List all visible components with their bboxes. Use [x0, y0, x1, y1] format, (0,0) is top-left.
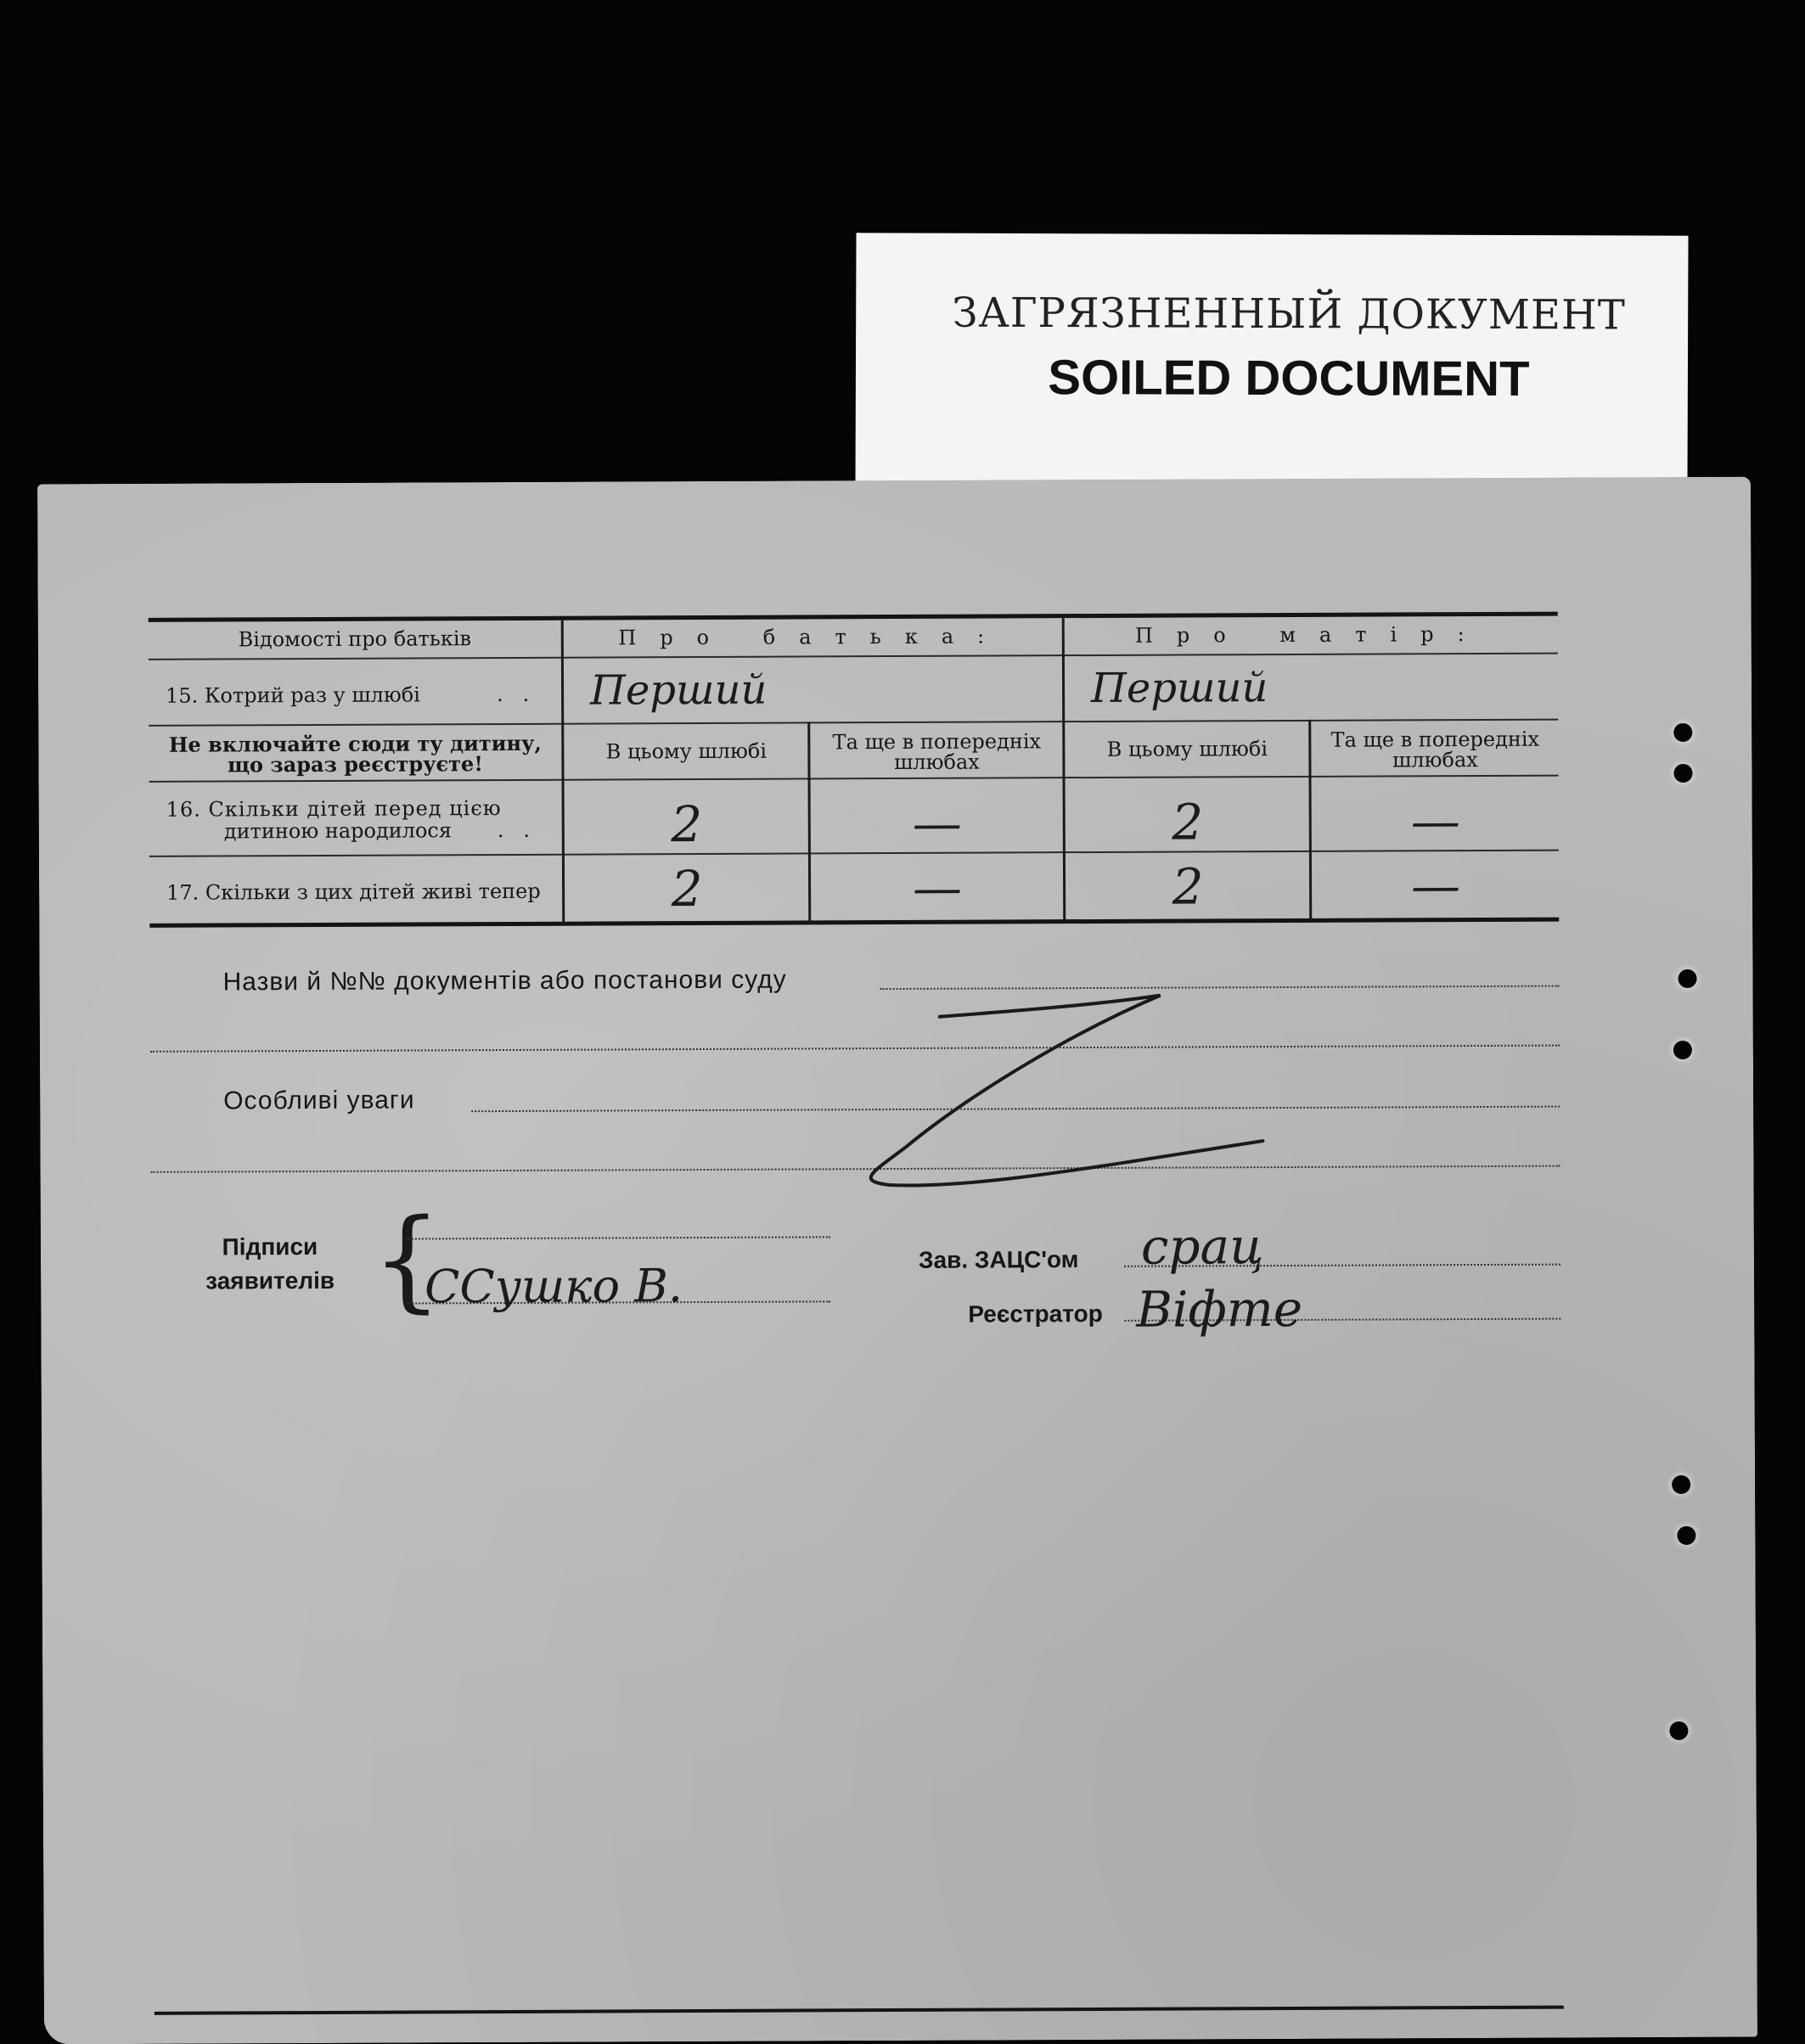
soiled-document-label [855, 233, 1688, 490]
row17-mother-prev: — [1410, 856, 1461, 915]
applicant-signature: ССушко В. [424, 1259, 683, 1314]
bottom-rule [155, 2006, 1564, 2015]
binding-hole [1678, 969, 1697, 988]
row15-dots: . . [497, 682, 530, 707]
row16-dots: . . [497, 817, 531, 843]
binding-hole [1673, 1041, 1692, 1059]
row16-mother-prev: — [1410, 792, 1460, 851]
row17-label: 17. Скільки з цих дітей живі тепер [166, 879, 541, 905]
father-this-marriage-header: В цьому шлюбі [605, 738, 768, 764]
father-prev-marriages-header-1: Та ще в попередніх [832, 729, 1042, 755]
mother-prev-marriages-header-2: шлюбах [1392, 748, 1478, 772]
documents-label: Назви й №№ документів або постанови суду [222, 965, 787, 997]
note-exclude-child-1: Не включайте сюди ту дитину, [168, 730, 542, 757]
header-parents-info: Відомості про батьків [238, 626, 472, 652]
header-about-mother: Про матір: [1134, 621, 1488, 648]
head-signature: срац [1140, 1217, 1264, 1276]
binding-hole [1669, 1721, 1688, 1740]
signature-line-1 [406, 1236, 830, 1239]
binding-hole [1673, 723, 1692, 742]
mother-prev-marriages-header-1: Та ще в попередніх [1330, 727, 1540, 752]
label-english: SOILED DOCUMENT [1048, 350, 1530, 407]
row15-divider [149, 719, 1558, 727]
row16-father-prev: — [912, 794, 962, 852]
remarks-label: Особливі уваги [223, 1086, 415, 1115]
registration-form-sheet [37, 477, 1757, 2044]
row16-label-2: дитиною народилося [223, 818, 453, 844]
row15-label: 15. Котрий раз у шлюбі [166, 682, 420, 708]
label-russian: ЗАГРЯЗНЕННЫЙ ДОКУМЕНТ [952, 289, 1626, 340]
signatures-label-2: заявителів [205, 1266, 335, 1294]
signatures-brace: { [371, 1194, 443, 1324]
table-bottom-rule [149, 918, 1559, 928]
row15-mother-value: Перший [1090, 664, 1268, 712]
header-about-father: Про батька: [618, 624, 1009, 650]
mother-this-marriage-header: В цьому шлюбі [1106, 737, 1268, 761]
row16-label-1: 16. Скільки дітей перед цією [166, 796, 502, 822]
father-prev-marriages-header-2: шлюбах [894, 750, 980, 775]
strike-through-scribble [821, 971, 1297, 1193]
row16-father-this: 2 [671, 795, 703, 854]
binding-hole [1673, 764, 1692, 783]
signatures-label-1: Підписи [222, 1233, 318, 1261]
head-label: Зав. ЗАЦС'ом [918, 1246, 1079, 1273]
note-exclude-child-2: що зараз реєструєте! [227, 751, 483, 778]
header-divider [149, 653, 1558, 660]
row17-mother-this: 2 [1172, 857, 1204, 916]
registrar-signature: Віфте [1136, 1279, 1303, 1339]
row15-father-value: Перший [589, 665, 768, 715]
row17-father-prev: — [912, 858, 963, 917]
binding-hole [1677, 1526, 1695, 1545]
row16-mother-this: 2 [1172, 793, 1204, 851]
table-top-rule [149, 612, 1558, 622]
registrar-label: Реєстратор [968, 1300, 1103, 1328]
binding-hole [1672, 1475, 1690, 1494]
row17-father-this: 2 [671, 859, 703, 918]
